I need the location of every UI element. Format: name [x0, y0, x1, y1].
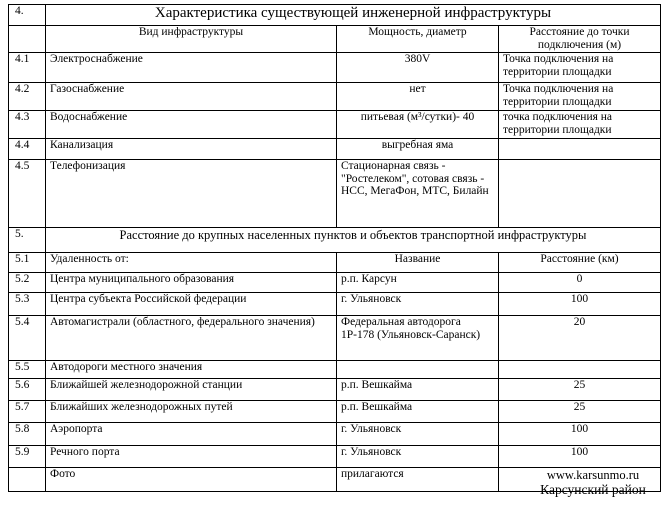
section-number: 5.	[9, 228, 46, 253]
column-header-power: Мощность, диаметр	[337, 26, 499, 53]
row-number: 5.8	[9, 423, 46, 446]
section-title: Расстояние до крупных населенных пунктов и объектов транспортной инфраструктуры	[46, 228, 661, 253]
distance-km: 25	[499, 379, 661, 401]
section-4-title-row	[9, 5, 661, 26]
column-header-distance: Расстояние до точки подключения (м)	[499, 26, 661, 53]
infrastructure-type: Телефонизация	[46, 160, 337, 228]
table-row	[9, 53, 661, 83]
power-value: 380V	[337, 53, 499, 83]
object-name: Центра субъекта Российской федерации	[46, 293, 337, 316]
table-row	[9, 379, 661, 401]
power-value: нет	[337, 83, 499, 111]
row-number: 5.4	[9, 316, 46, 361]
column-header-type: Вид инфраструктуры	[46, 26, 337, 53]
table-row	[9, 423, 661, 446]
table-row	[9, 160, 661, 228]
object-name: Речного порта	[46, 446, 337, 468]
place-name: г. Ульяновск	[337, 446, 499, 468]
distance-km: 100	[499, 423, 661, 446]
table-row	[9, 446, 661, 468]
object-name: Автомагистрали (областного, федерального значения)	[46, 316, 337, 361]
power-value: Стационарная связь - "Ростелеком", сотовая связь - НСС, МегаФон, МТС, Билайн	[337, 160, 499, 228]
power-value: выгребная яма	[337, 139, 499, 160]
section-title: Характеристика существующей инженерной инфраструктуры	[46, 5, 661, 26]
row-number: 5.1	[9, 253, 46, 273]
distance-km: 100	[499, 293, 661, 316]
column-header-name: Название	[337, 253, 499, 273]
distance-value: Точка подключения на территории площадки	[499, 83, 661, 111]
distance-km: 0	[499, 273, 661, 293]
object-name: Ближайшей железнодорожной станции	[46, 379, 337, 401]
section-4-header-row	[9, 26, 661, 53]
object-name: Автодороги местного значения	[46, 361, 337, 379]
object-name: Аэропорта	[46, 423, 337, 446]
place-name: г. Ульяновск	[337, 423, 499, 446]
table-row	[9, 83, 661, 111]
object-name: Ближайших железнодорожных путей	[46, 401, 337, 423]
table-row	[9, 401, 661, 423]
column-header-distance: Расстояние (км)	[499, 253, 661, 273]
row-number: 4.1	[9, 53, 46, 83]
row-number: 5.3	[9, 293, 46, 316]
table-row	[9, 293, 661, 316]
empty-cell	[9, 468, 46, 492]
watermark	[528, 468, 658, 498]
watermark-site: www.karsunmo.ru	[546, 468, 640, 482]
empty-cell	[9, 26, 46, 53]
table-row	[9, 273, 661, 293]
watermark-region: Карсунский район	[540, 482, 646, 497]
photo-value: прилагаются	[337, 468, 499, 492]
table-row	[9, 111, 661, 139]
distance-km: 20	[499, 316, 661, 361]
row-number: 4.5	[9, 160, 46, 228]
distance-km: 25	[499, 401, 661, 423]
row-number: 5.7	[9, 401, 46, 423]
place-name: г. Ульяновск	[337, 293, 499, 316]
infrastructure-type: Электроснабжение	[46, 53, 337, 83]
distance-km: 100	[499, 446, 661, 468]
place-name: р.п. Вешкайма	[337, 401, 499, 423]
section-number: 4.	[9, 5, 46, 26]
row-number: 5.2	[9, 273, 46, 293]
row-number: 4.3	[9, 111, 46, 139]
photo-label: Фото	[46, 468, 337, 492]
distance-km	[499, 361, 661, 379]
row-number: 5.9	[9, 446, 46, 468]
distance-value: Точка подключения на территории площадки	[499, 53, 661, 83]
distance-value	[499, 139, 661, 160]
row-number: 5.6	[9, 379, 46, 401]
table-row	[9, 361, 661, 379]
section-5-title-row	[9, 228, 661, 253]
column-header-object: Удаленность от:	[46, 253, 337, 273]
row-number: 5.5	[9, 361, 46, 379]
table-row	[9, 139, 661, 160]
place-name	[337, 361, 499, 379]
section-5-header-row	[9, 253, 661, 273]
distance-value: точка подключения на территории площадки	[499, 111, 661, 139]
table-row	[9, 316, 661, 361]
object-name: Центра муниципального образования	[46, 273, 337, 293]
row-number: 4.4	[9, 139, 46, 160]
infrastructure-type: Канализация	[46, 139, 337, 160]
power-value: питьевая (м³/сутки)- 40	[337, 111, 499, 139]
infrastructure-type: Водоснабжение	[46, 111, 337, 139]
place-name: р.п. Карсун	[337, 273, 499, 293]
row-number: 4.2	[9, 83, 46, 111]
distance-value	[499, 160, 661, 228]
place-name: Федеральная автодорога 1Р-178 (Ульяновск-Саранск)	[337, 316, 499, 361]
place-name: р.п. Вешкайма	[337, 379, 499, 401]
infrastructure-table	[8, 4, 661, 492]
infrastructure-type: Газоснабжение	[46, 83, 337, 111]
